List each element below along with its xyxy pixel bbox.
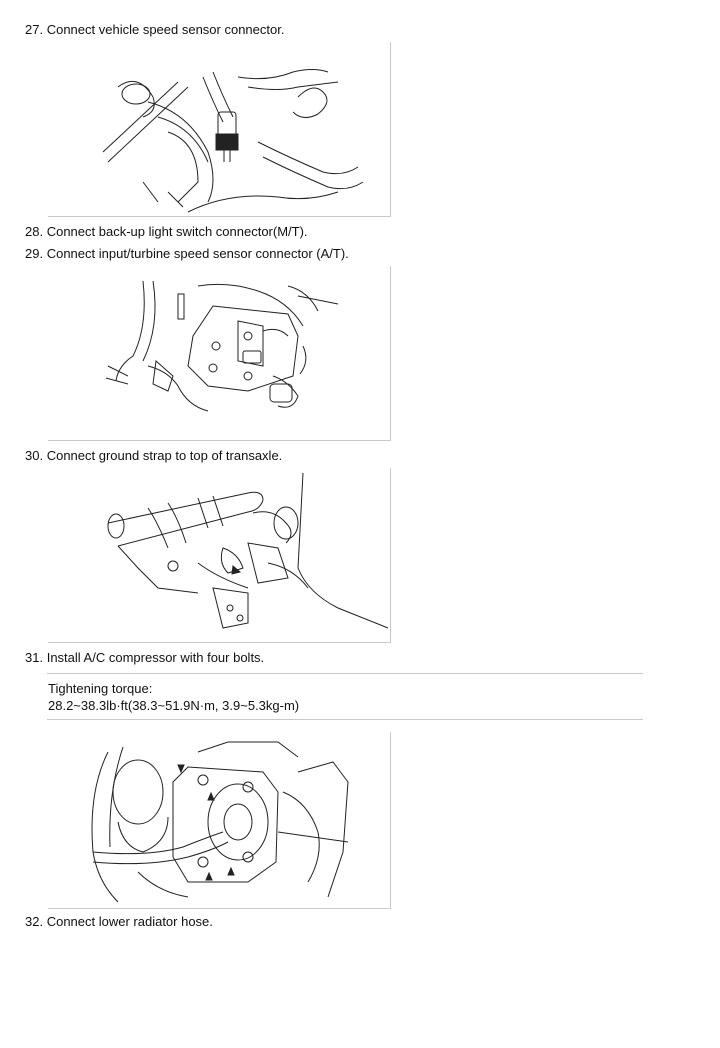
- figure-ground-strap: [48, 468, 391, 643]
- step-32: [25, 914, 213, 929]
- step-text: Install A/C compressor with four bolts.: [46, 650, 265, 665]
- step-text: Connect vehicle speed sensor connector.: [46, 22, 285, 37]
- figure-ac-compressor: [48, 732, 391, 909]
- torque-value: 28.2~38.3lb·ft(38.3~51.9N·m, 3.9~5.3kg-m): [48, 698, 300, 713]
- figure-input-turbine-speed-sensor: [48, 266, 391, 441]
- step-text: Connect input/turbine speed sensor connector (A/T).: [46, 246, 349, 261]
- step-28: [25, 224, 308, 239]
- note-rule-bottom: [47, 719, 643, 720]
- step-number: 32.: [25, 914, 44, 929]
- vehicle-speed-sensor-illustration: [48, 42, 390, 216]
- step-number: 30.: [25, 448, 44, 463]
- torque-note: [48, 680, 299, 714]
- turbine-speed-sensor-illustration: [48, 266, 390, 440]
- step-29: [25, 246, 349, 261]
- figure-vehicle-speed-sensor: [48, 42, 391, 217]
- step-text: Connect back-up light switch connector(M/T).: [46, 224, 308, 239]
- step-31: [25, 650, 264, 665]
- torque-label: Tightening torque:: [48, 681, 153, 696]
- step-text: Connect lower radiator hose.: [46, 914, 213, 929]
- ground-strap-illustration: [48, 468, 390, 642]
- step-30: [25, 448, 282, 463]
- step-27: [25, 22, 284, 37]
- ac-compressor-illustration: [48, 732, 390, 908]
- step-number: 27.: [25, 22, 44, 37]
- step-number: 28.: [25, 224, 44, 239]
- step-number: 31.: [25, 650, 44, 665]
- step-number: 29.: [25, 246, 44, 261]
- note-rule-top: [47, 673, 643, 674]
- step-text: Connect ground strap to top of transaxle.: [46, 448, 283, 463]
